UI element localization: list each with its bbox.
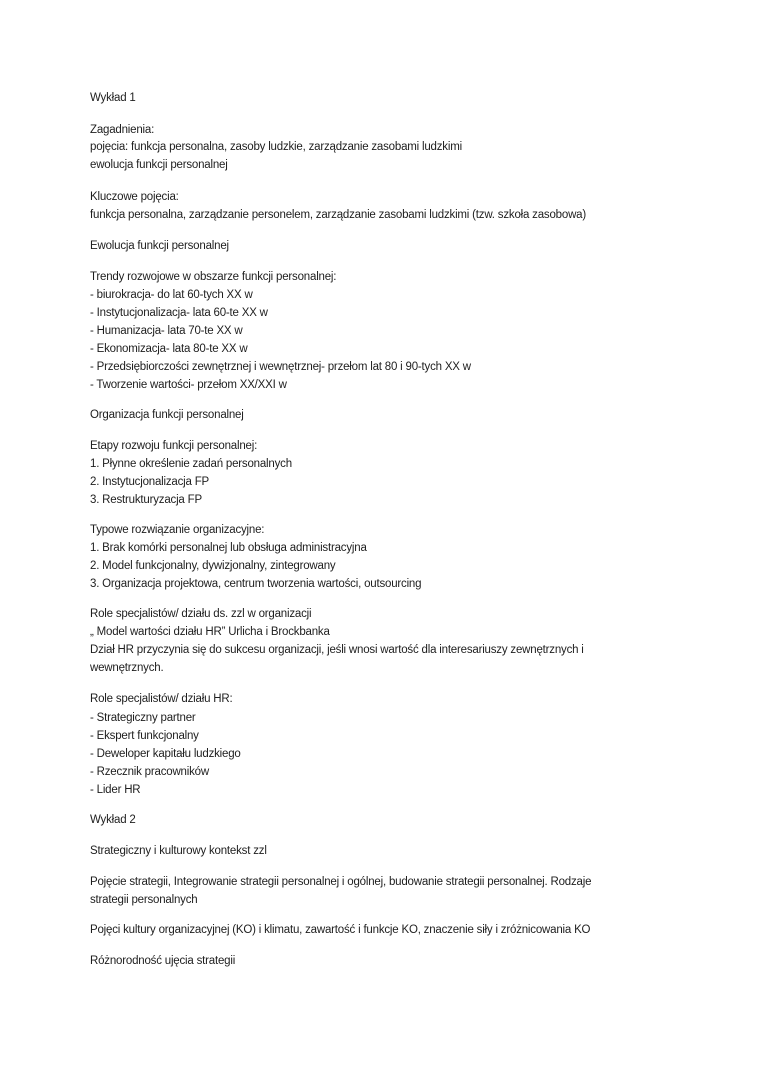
section-label-stages: Etapy rozwoju funkcji personalnej:	[90, 440, 258, 452]
section-heading: Organizacja funkcji personalnej	[90, 409, 244, 421]
list-item: - biurokracja- do lat 60-tych XX w	[90, 289, 253, 301]
list-item: - Humanizacja- lata 70-te XX w	[90, 325, 243, 337]
section-label-hr-roles: Role specjalistów/ działu HR:	[90, 693, 233, 705]
text-line: „ Model wartości działu HR” Urlicha i Brockbanka	[90, 626, 330, 638]
list-item: - Instytucjonalizacja- lata 60-te XX w	[90, 307, 268, 319]
heading-lecture-2: Wykład 2	[90, 814, 136, 826]
list-item: - Przedsiębiorczości zewnętrznej i wewnętrznej- przełom lat 80 i 90-tych XX w	[90, 361, 471, 373]
list-item: 2. Model funkcjonalny, dywizjonalny, zintegrowany	[90, 560, 336, 572]
section-label-key-terms: Kluczowe pojęcia:	[90, 191, 179, 203]
text-line: wewnętrznych.	[90, 662, 164, 674]
list-item: 1. Brak komórki personalnej lub obsługa administracyjna	[90, 542, 367, 554]
list-item: - Rzecznik pracowników	[90, 766, 209, 778]
text-line: ewolucja funkcji personalnej	[90, 159, 228, 171]
heading-lecture-1: Wykład 1	[90, 92, 136, 104]
section-label-trends: Trendy rozwojowe w obszarze funkcji personalnej:	[90, 271, 337, 283]
list-item: - Ekspert funkcjonalny	[90, 730, 199, 742]
text-line: funkcja personalna, zarządzanie personelem, zarządzanie zasobami ludzkimi (tzw. szkoła zasobowa)	[90, 209, 586, 221]
list-item: 1. Płynne określenie zadań personalnych	[90, 458, 292, 470]
section-label-solutions: Typowe rozwiązanie organizacyjne:	[90, 524, 265, 536]
section-heading: Ewolucja funkcji personalnej	[90, 240, 229, 252]
list-item: - Strategiczny partner	[90, 712, 196, 724]
list-item: - Deweloper kapitału ludzkiego	[90, 748, 241, 760]
text-line: pojęcia: funkcja personalna, zasoby ludzkie, zarządzanie zasobami ludzkimi	[90, 141, 462, 153]
list-item: - Ekonomizacja- lata 80-te XX w	[90, 343, 248, 355]
text-line: strategii personalnych	[90, 894, 198, 906]
section-label-topics: Zagadnienia:	[90, 124, 155, 136]
list-item: 3. Restrukturyzacja FP	[90, 494, 202, 506]
list-item: 3. Organizacja projektowa, centrum tworzenia wartości, outsourcing	[90, 578, 422, 590]
list-item: - Tworzenie wartości- przełom XX/XXI w	[90, 379, 287, 391]
list-item: 2. Instytucjonalizacja FP	[90, 476, 210, 488]
list-item: - Lider HR	[90, 784, 141, 796]
section-heading: Strategiczny i kulturowy kontekst zzl	[90, 845, 267, 857]
text-line: Dział HR przyczynia się do sukcesu organizacji, jeśli wnosi wartość dla interesariuszy zewnętrznych i	[90, 644, 584, 656]
section-heading: Różnorodność ujęcia strategii	[90, 955, 236, 967]
text-line: Pojęci kultury organizacyjnej (KO) i klimatu, zawartość i funkcje KO, znaczenie siły i zróżnicowania KO	[90, 924, 591, 936]
section-label-roles: Role specjalistów/ działu ds. zzl w organizacji	[90, 608, 312, 620]
text-line: Pojęcie strategii, Integrowanie strategii personalnej i ogólnej, budowanie strategii personalnej. Rodzaje	[90, 876, 592, 888]
